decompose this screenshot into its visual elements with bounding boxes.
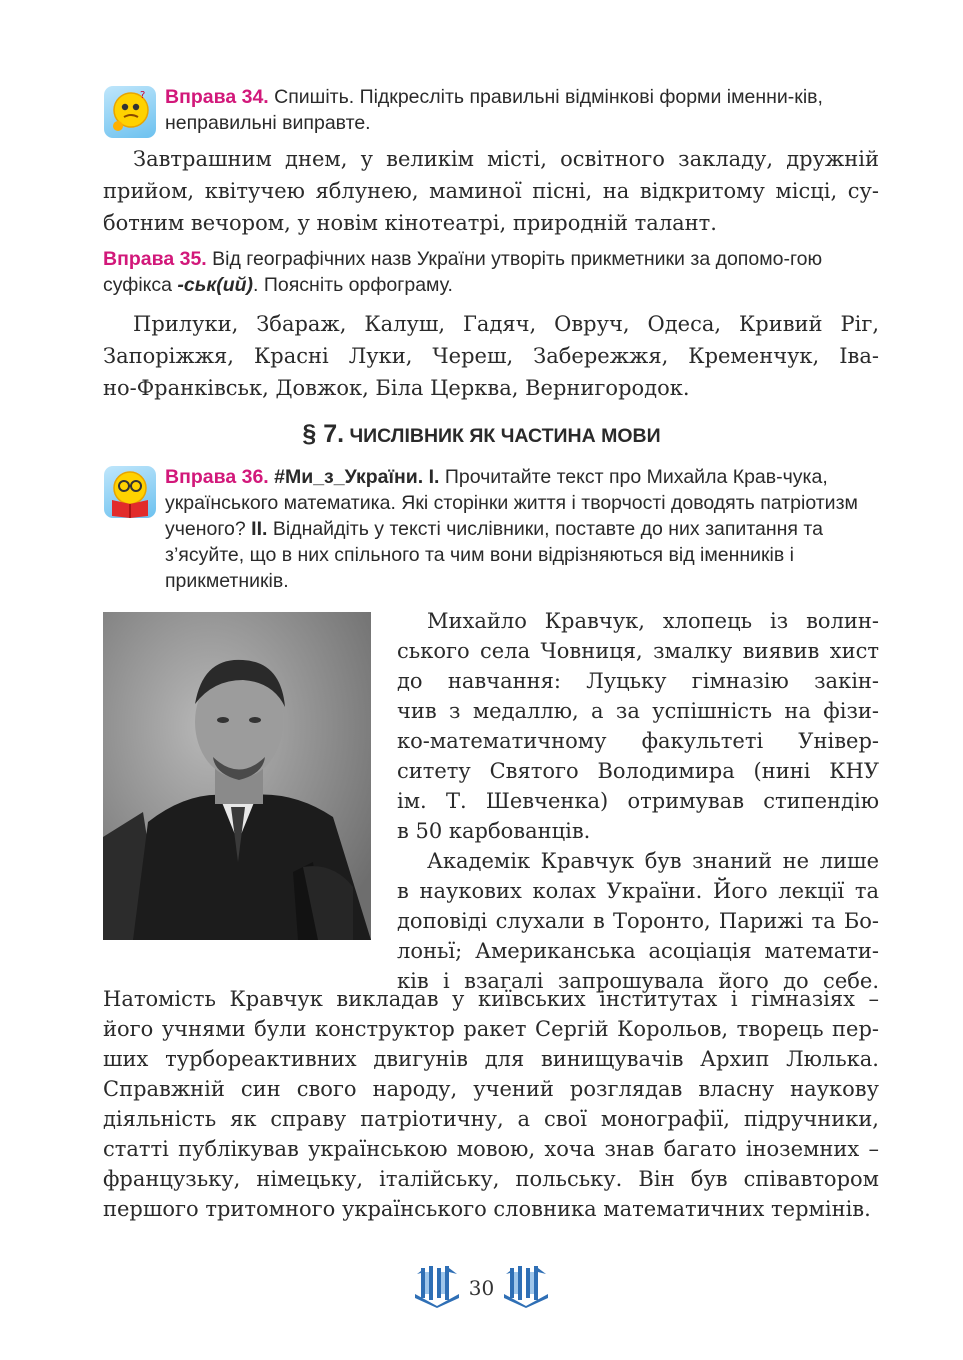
article-line: в 50 карбованців. <box>397 819 591 843</box>
svg-text:?: ? <box>140 90 146 101</box>
article-line: статті публікував українською мовою, хоча знав багато іноземних – <box>103 1137 879 1161</box>
article-side-text <box>397 606 879 996</box>
article-line: лоньї; Американська асоціація математи- <box>397 939 879 963</box>
exercise-36-label: Вправа 36. <box>165 466 269 488</box>
article-line: до навчання: Луцьку гімназію закін- <box>397 669 879 693</box>
section-heading <box>0 420 963 449</box>
portrait-photo <box>103 612 371 940</box>
article-line: в наукових колах України. Його лекції та <box>397 879 879 903</box>
exercise-35-label: Вправа 35. <box>103 248 207 270</box>
article-line: ко-математичному факультеті Універ- <box>397 729 879 753</box>
exercise-35-instruction <box>103 246 879 298</box>
exercise-34-line: Завтрашним днем, у великім місті, освітного закладу, дружній <box>133 147 879 171</box>
exercise-35-text-b: . Поясніть орфограму. <box>253 274 453 296</box>
article-line: Михайло Кравчук, хлопець із волин- <box>427 609 879 633</box>
exercise-35-body <box>103 308 879 404</box>
page-number: 30 <box>468 1276 495 1300</box>
exercise-36-text-b: Віднайдіть у тексті числівники, поставте до них запитання та з’ясуйте, що в них спільного та чим вони відрізняються від іменників і прикметників. <box>165 518 823 592</box>
article-line: Академік Кравчук був знаний не лише <box>427 849 879 873</box>
exercise-35-line: Прилуки, Збараж, Калуш, Гадяч, Овруч, Одеса, Кривий Ріг, <box>133 312 879 336</box>
reading-emoji-icon <box>104 466 156 518</box>
exercise-34-body <box>103 143 879 239</box>
ornament-right-icon <box>502 1264 550 1313</box>
exercise-35-text-a: Від географічних назв України утворіть прикметники за допомо-гою суфікса <box>103 248 823 296</box>
article-line: чив з медаллю, а за успішність на фізи- <box>397 699 879 723</box>
exercise-35-line: но-Франківськ, Довжок, Біла Церква, Вернигородок. <box>103 376 690 400</box>
article-line: французьку, німецьку, італійську, польську. Він був співавтором <box>103 1167 879 1191</box>
exercise-34-instruction <box>165 84 879 136</box>
exercise-34-line: прийом, квітучею яблунею, маминої пісні, на відкритому місці, су- <box>103 179 879 203</box>
article-line: його учнями були конструктор ракет Сергій Корольов, творець пер- <box>103 1017 879 1041</box>
exercise-35-line: Запоріжжя, Красні Луки, Череш, Забережжя, Кременчук, Іва- <box>103 344 879 368</box>
ornament-left-icon <box>413 1264 461 1313</box>
section-title: ЧИСЛІВНИК ЯК ЧАСТИНА МОВИ <box>344 425 661 447</box>
article-line: ського села Човниця, змалку виявив хист <box>397 639 879 663</box>
exercise-36-tag: #Ми_з_України. І. <box>268 466 440 488</box>
exercise-34-text: Спишіть. Підкресліть правильні відмінкові форми іменни-ків, неправильні виправте. <box>165 86 823 134</box>
section-symbol: § 7. <box>302 420 345 448</box>
article-line: ім. Т. Шевченка) отримував стипендію <box>397 789 879 813</box>
exercise-34-line: ботним вечором, у новім кінотеатрі, природній талант. <box>103 211 717 235</box>
article-line: діяльність як справу патріотичну, а свої монографії, підручники, <box>103 1107 879 1131</box>
exercise-36-part-2: II. <box>251 518 268 540</box>
article-line: Справжній син свого народу, учений розглядав власну наукову <box>103 1077 879 1101</box>
thinking-emoji-icon <box>104 86 156 138</box>
article-line: ситету Святого Володимира (нині КНУ <box>397 759 879 783</box>
exercise-34-label: Вправа 34. <box>165 86 269 108</box>
article-line: ших турбореактивних двигунів для винищувачів Архип Люлька. <box>103 1047 879 1071</box>
article-line: ків і взагалі запрошувала його до себе. <box>397 969 879 993</box>
article-line: Натомість Кравчук викладав у київських інститутах і гімназіях – <box>103 987 879 1011</box>
article-line: першого тритомного українського словника математичних термінів. <box>103 1197 871 1221</box>
exercise-36-instruction <box>165 464 879 594</box>
article-line: доповіді слухали в Торонто, Парижі та Бо- <box>397 909 879 933</box>
page-footer <box>0 1262 963 1314</box>
exercise-36-text-a: Прочитайте текст про Михайла Крав-чука, українського математика. Які сторінки життя і творчості доводять патріотизм ученого? <box>165 466 858 540</box>
exercise-35-suffix: -ськ(ий) <box>177 274 254 296</box>
article-wide-text <box>103 984 879 1224</box>
